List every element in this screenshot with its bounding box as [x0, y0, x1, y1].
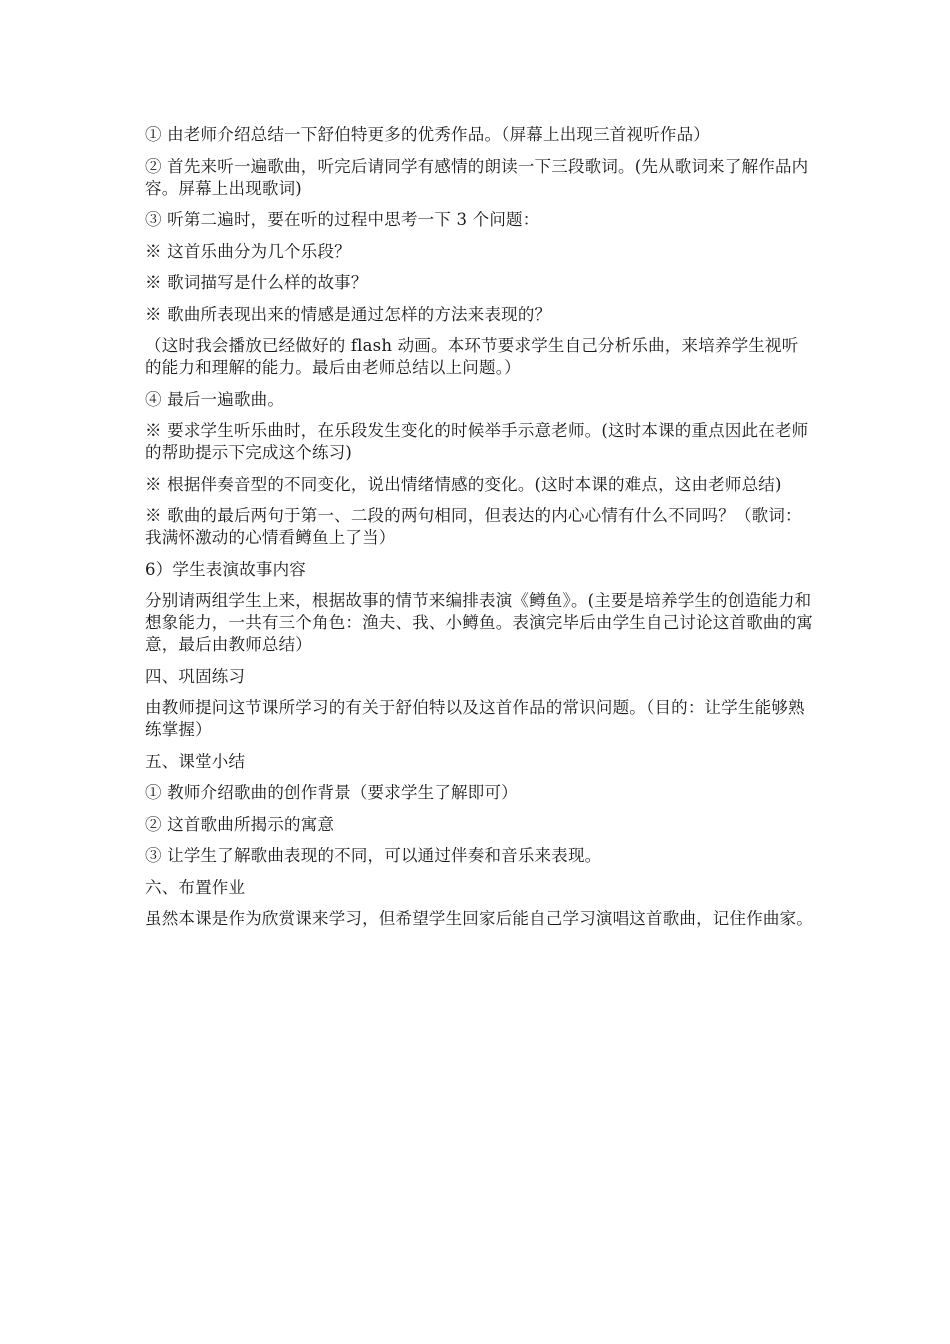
note-raise-hand: ※ 要求学生听乐曲时，在乐段发生变化的时候举手示意老师。(这时本课的重点因此在老师的帮助提示下完成这个练习): [145, 421, 809, 462]
summary-item-meaning: ② 这首歌曲所揭示的寓意: [145, 814, 335, 834]
section-summary-heading: 五、课堂小结: [145, 751, 246, 771]
section-practice-heading: 四、巩固练习: [145, 666, 246, 686]
paragraph-last-listen: ④ 最后一遍歌曲。: [145, 389, 285, 409]
document-body: [145, 124, 813, 940]
question-story: ※ 歌词描写是什么样的故事？: [145, 273, 368, 292]
paragraph-flash-note: （这时我会播放已经做好的 flash 动画。本环节要求学生自己分析乐曲，来培养学生视听的能力和理解的能力。最后由老师总结以上问题。）: [145, 336, 799, 377]
paragraph-homework: 虽然本课是作为欣赏课来学习，但希望学生回家后能自己学习演唱这首歌曲，记住作曲家。: [145, 909, 813, 928]
section-performance-heading: 6）学生表演故事内容: [145, 559, 306, 579]
question-sections: ※ 这首乐曲分为几个乐段？: [145, 241, 351, 261]
paragraph-second-listen: ③ 听第二遍时，要在听的过程中思考一下 3 个问题：: [145, 210, 540, 229]
paragraph-performance: 分别请两组学生上来，根据故事的情节来编排表演《鳟鱼》。(主要是培养学生的创造能力和想象能力，一共有三个角色：渔夫、我、小鳟鱼。表演完毕后由学生自己讨论这首歌曲的寓意，最后由教师总结）: [145, 591, 813, 654]
summary-item-background: ① 教师介绍歌曲的创作背景（要求学生了解即可）: [145, 783, 518, 802]
question-emotion: ※ 歌曲所表现出来的情感是通过怎样的方法来表现的？: [145, 304, 552, 324]
paragraph-first-listen: ② 首先来听一遍歌曲，听完后请同学有感情的朗读一下三段歌词。(先从歌词来了解作品内容。屏幕上出现歌词): [145, 156, 809, 198]
paragraph-review-works: ① 由老师介绍总结一下舒伯特更多的优秀作品。（屏幕上出现三首视听作品）: [145, 125, 710, 144]
paragraph-practice: 由教师提问这节课所学习的有关于舒伯特以及这首作品的常识问题。（目的：让学生能够熟练掌握）: [145, 698, 805, 739]
note-last-lines: ※ 歌曲的最后两句于第一、二段的两句相同，但表达的内心心情有什么不同吗？（歌词：我满怀激动的心情看鳟鱼上了当）: [145, 506, 802, 547]
summary-item-expression: ③ 让学生了解歌曲表现的不同，可以通过伴奏和音乐来表现。: [145, 846, 602, 865]
section-homework-heading: 六、布置作业: [145, 877, 246, 897]
note-accompaniment: ※ 根据伴奏音型的不同变化，说出情绪情感的变化。(这时本课的难点，这由老师总结): [145, 474, 782, 494]
